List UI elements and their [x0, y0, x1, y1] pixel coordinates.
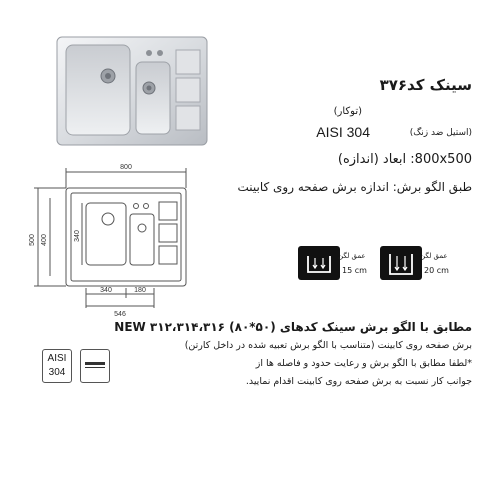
material-grade: AISI 304: [316, 124, 370, 140]
dim-overall-width: 800: [120, 164, 132, 171]
dimensions-line: 800x500: ابعاد (اندازه): [337, 152, 472, 167]
product-subtitle: (توکار): [333, 106, 362, 117]
dim-bowl-height: 340: [74, 230, 81, 242]
dim-bowl2-width: 180: [134, 287, 146, 294]
cut-note-2: *لطفا مطابق با الگو برش و رعایت حدود و فاصله ها از: [255, 358, 472, 369]
depth-15-value: 15 cm: [342, 266, 367, 275]
cut-note-1: برش صفحه روی کابینت (متناسب با الگو برش تعبیه شده در داخل کارتن): [184, 340, 472, 351]
compatibility-note: مطابق با الگو برش سینک کدهای NEW ۳۱۲،۳۱۴،۳۱۶ (۸۰*۵۰): [114, 320, 472, 334]
cut-note-3: جوانب کار نسبت به برش صفحه روی کابینت اقدام نمایید.: [245, 376, 472, 387]
dim-bowls-total: 546: [114, 311, 126, 318]
aisi-badge: [42, 349, 72, 383]
technical-drawing: [26, 158, 196, 318]
depth-20-icon: [380, 246, 422, 280]
cut-pattern-line: طبق الگو برش: اندازه برش صفحه روی کابینت: [237, 180, 472, 194]
depth-15-icon: [298, 246, 340, 280]
aisi-badge-line2: 304: [48, 367, 66, 378]
sink-photo: [56, 36, 208, 146]
depth-20-value: 20 cm: [424, 266, 449, 275]
product-title: سینک کد۳۷۶: [379, 76, 472, 94]
depth-20-label: عمق لگن: [420, 252, 448, 260]
aisi-badge-line1: AISI: [47, 353, 67, 364]
thickness-icon-graphic: [81, 350, 109, 382]
dim-overall-height: 500: [29, 234, 36, 246]
depth-15-label: عمق لگن: [338, 252, 366, 260]
dim-bowl1-width: 340: [100, 287, 112, 294]
material-note: (استیل ضد زنگ): [409, 128, 472, 138]
thickness-icon: [80, 349, 110, 383]
dim-inner-height: 400: [41, 234, 48, 246]
